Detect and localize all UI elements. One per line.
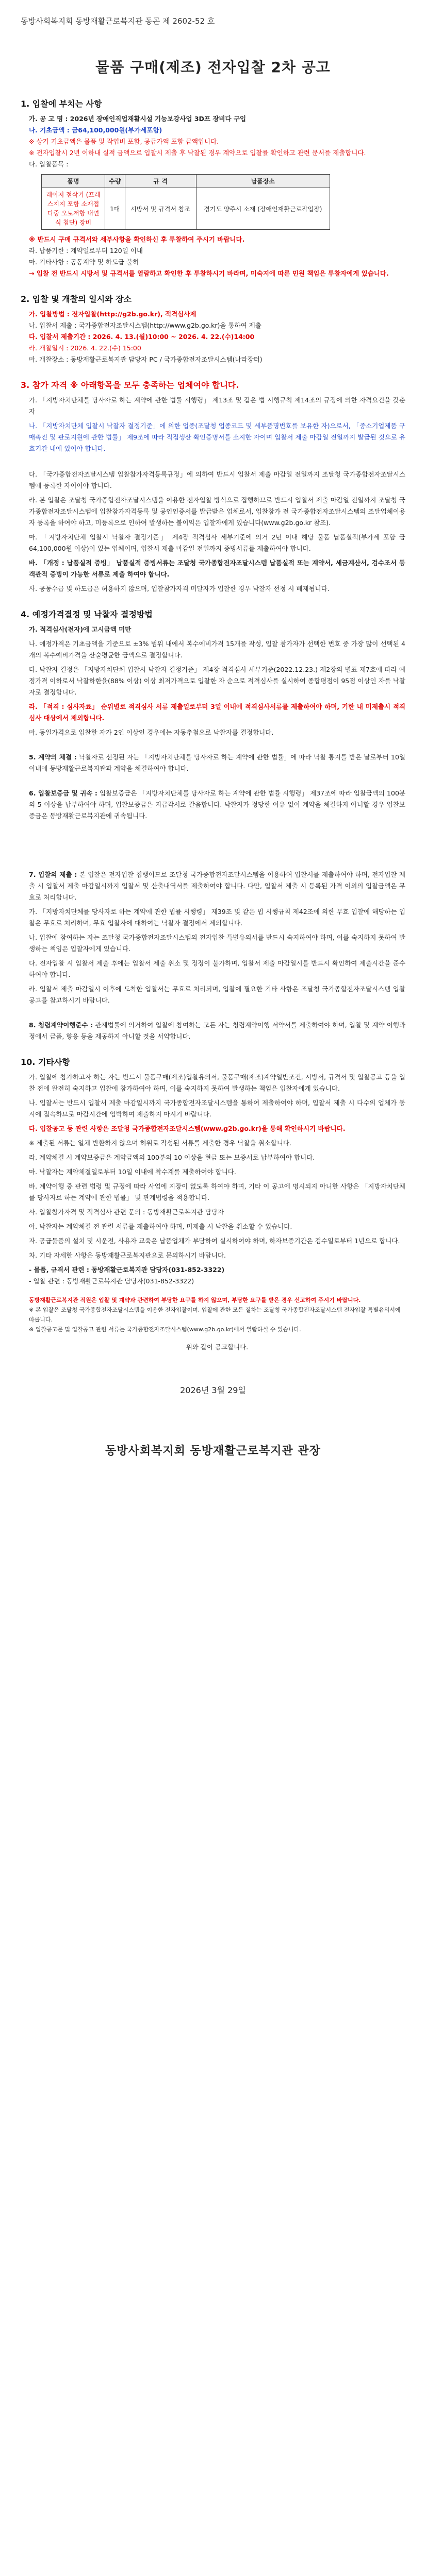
notice-1: 동방재활근로복지관 직원은 입찰 및 계약과 관련하여 부당한 요구를 하지 않으며, 부당한 요구를 받은 경우 신고하여 주시기 바랍니다. (29, 1297, 361, 1303)
s1-line-9: → 입찰 전 반드시 시방서 및 규격서를 열람하고 확인한 후 투찰하시기 바라며, 미숙지에 따른 민원 책임은 투찰자에게 있습니다. (29, 269, 389, 277)
s4-para-2: 다. 낙찰자 결정은 「지방자치단체 입찰시 낙찰자 결정기준」 제4장 적격심사 세부기준(2022.12.23.) 제2장의 별표 제7호에 따라 예정가격 이하로서 낙찰하한율(88% 이상) 이상 최저가격으로 입찰한 자 순으로 적격심사를 실시하여 종합평점이 95점 이상인 자를 낙찰자로 결정합니다. (29, 666, 405, 696)
s10-para-4: ※ 제출된 서류는 일체 반환하지 않으며 허위로 작성된 서류를 제출한 경우 낙찰을 취소합니다. (29, 1139, 291, 1147)
col-place: 납품장소 (196, 175, 330, 188)
s4-line-1: 가. 적격심사(전자)에 고시금액 미만 (29, 625, 132, 633)
s10-para-1: 가. 입찰에 참가하고자 하는 자는 반드시 물품구매(제조)입찰유의서, 물품구매(제조)계약일반조건, 시방서, 규격서 및 입찰공고 등을 입찰 전에 완전히 숙지하고 입찰에 참가하여야 하며, 이를 숙지하지 못하여 발생하는 책임은 입찰자에게 있습니다. (29, 1073, 405, 1092)
s10-para-9: 아. 낙찰자는 계약체결 전 관련 서류를 제출하여야 하며, 미제출 시 낙찰을 취소할 수 있습니다. (29, 1223, 292, 1230)
s7-para-2: 가. 「지방자치단체를 당사자로 하는 계약에 관한 법률 시행령」 제39조 및 같은 법 시행규칙 제42조에 의한 무효 입찰에 해당하는 입찰은 무효로 처리하며, 무효 입찰자에 대하여는 낙찰자 결정에서 제외합니다. (29, 908, 405, 927)
section-10-title: 10. 기타사항 (21, 1057, 70, 1067)
s10-para-6: 마. 낙찰자는 계약체결일로부터 10일 이내에 착수계를 제출하여야 합니다. (29, 1168, 236, 1176)
s10-para-5: 라. 계약체결 시 계약보증금은 계약금액의 100분의 10 이상을 현금 또는 보증서로 납부하여야 합니다. (29, 1154, 315, 1161)
issuer-name: 동방사회복지회 동방재활근로복지관 관장 (105, 1445, 321, 1458)
section-5 (21, 752, 405, 774)
section-6-title: 6. 입찰보증금 및 귀속 : (29, 789, 97, 797)
s10-para-2: 나. 입찰서는 반드시 입찰서 제출 마감일시까지 국가종합전자조달시스템을 통하여 제출하여야 하며, 입찰서 제출 시 다수의 업체가 동시에 접속하므로 마감시간에 임박하여 제출하지 마시기 바랍니다. (29, 1099, 405, 1118)
cell-qty: 1대 (105, 188, 125, 230)
s2-line-2: 나. 입찰서 제출 : 국가종합전자조달시스템(http://www.g2b.go.kr)을 통하여 제출 (29, 321, 261, 329)
notice-3: ※ 입찰공고문 및 입찰공고 관련 서류는 국가종합전자조달시스템(www.g2b.go.kr)에서 열람하실 수 있습니다. (29, 1326, 301, 1333)
s1-line-1-text: 가. 공 고 명 : 2026년 장애인직업재활시설 기능보강사업 3D프 장비다 구입 (29, 115, 247, 123)
s1-line-4: ※ 전자입찰시 2년 이하내 실적 금액으로 입찰시 제출 후 낙찰된 경우 계약으로 입찰률 확인하고 관련 문서를 제출합니다. (29, 149, 366, 157)
s4-para-4: 마. 동일가격으로 입찰한 자가 2인 이상인 경우에는 자동추첨으로 낙찰자를 결정합니다. (29, 728, 274, 736)
s7-para-3: 나. 입찰에 참여하는 자는 조달청 국가종합전자조달시스템의 전자입찰 특별유의서를 반드시 숙지하여야 하며, 이를 숙지하지 못하여 발생하는 책임은 입찰자에게 있습니다. (29, 934, 405, 953)
s7-para-4: 다. 전자입찰 시 입찰서 제출 후에는 입찰서 제출 취소 및 정정이 불가하며, 입찰서 제출 마감일시를 반드시 확인하여 제출시간을 준수하여야 합니다. (29, 959, 405, 978)
section-2-title: 2. 입찰 및 개찰의 일시와 장소 (21, 294, 132, 304)
cell-name: 레이저 절삭기 (프레스지지 포함 소재접 다중 오토저항 내연식 첨단) 장비 (42, 188, 105, 230)
s6-para (29, 788, 405, 822)
col-spec: 규 격 (125, 175, 196, 188)
s2-line-1: 가. 입찰방법 : 전자입찰(http://g2b.go.kr), 적격심사제 (29, 310, 196, 318)
cell-spec: 시방서 및 규격서 참조 (125, 188, 196, 230)
s10-para-7: 바. 계약이행 중 관련 법령 및 규정에 따라 사업에 지장이 없도록 하여야 하며, 기타 이 공고에 명시되지 아니한 사항은 「지방자치단체를 당사자로 하는 계약에 관한 법률」 및 관계법령을 적용합니다. (29, 1182, 405, 1201)
contact-1: - 물품, 규격서 관련 : 동방재활근로복지관 담당자(031-852-3322) (29, 1266, 225, 1274)
s1-line-6: ※ 반드시 구매 규격서와 세부사항을 확인하신 후 투찰하여 주시기 바랍니다. (29, 235, 245, 243)
notice-2: ※ 본 입찰은 조달청 국가종합전자조달시스템을 이용한 전자입찰이며, 입찰에 관한 모든 절차는 조달청 국가종합전자조달시스템 전자입찰 특별유의서에 따릅니다. (29, 1307, 401, 1323)
s8-text: 관계법률에 의거하여 입찰에 참여하는 모든 자는 청렴계약이행 서약서를 제출하여야 하며, 입찰 및 계약 이행과정에서 금품, 향응 등을 제공하지 아니할 것을 서약합니다. (29, 1021, 405, 1040)
section-3-title: 3. 참가 자격 ※ 아래항목을 모두 충족하는 업체여야 합니다. (21, 380, 239, 390)
s3-para-2: 나. 「지방자치단체 입찰시 낙찰자 결정기준」에 의한 업종(조달청 업종코드 및 세부품명번호를 보유한 자)으로서, 「중소기업제품 구매촉진 및 판로지원에 관한 법률」 제9조에 따라 직접생산 확인증명서를 소지한 자이며 입찰서 제출 마감일 전일까지 발급된 것으로 유효기간 내에 있어야 합니다. (29, 422, 405, 452)
page-title: 물품 구매(제조) 전자입찰 2차 공고 (95, 59, 331, 76)
s1-line-2-text: 나. 기초금액 : 금64,100,000원(부가세포함) (29, 126, 162, 134)
s1-line-2 (29, 125, 405, 136)
s3-para-3: 다. 「국가종합전자조달시스템 입찰참가자격등록규정」에 의하여 반드시 입찰서 제출 마감일 전일까지 조달청 국가종합전자조달시스템에 등록한 자이어야 합니다. (29, 470, 405, 489)
s3-para-7: 사. 공동수급 및 하도급은 허용하지 않으며, 입찰참가자격 미달자가 입찰한 경우 낙찰자 선정 시 배제됩니다. (29, 585, 330, 592)
items-table (41, 174, 330, 230)
section-7 (21, 869, 405, 1006)
s5-text: 낙찰자로 선정된 자는 「지방자치단체를 당사자로 하는 계약에 관한 법률」에 따라 낙찰 통지를 받은 날로부터 10일 이내에 동방재활근로복지관과 계약을 체결하여야 합니다. (29, 753, 405, 772)
s1-line-5: 다. 입찰품목 : (29, 160, 69, 168)
section-2 (21, 293, 405, 365)
s7-para-5: 라. 입찰서 제출 마감일시 이후에 도착한 입찰서는 무효로 처리되며, 입찰에 필요한 기타 사항은 조달청 국가종합전자조달시스템 입찰공고를 참고하시기 바랍니다. (29, 985, 405, 1004)
section-8 (21, 1020, 405, 1042)
s8-para (29, 1020, 405, 1042)
col-name: 품명 (42, 175, 105, 188)
s7-para-0 (29, 869, 405, 903)
section-4-title: 4. 예정가격결정 및 낙찰자 결정방법 (21, 609, 153, 619)
contact-2: - 입찰 관련 : 동방재활근로복지관 담당자(031-852-3322) (29, 1277, 194, 1285)
section-7-title: 7. 입찰의 제출 : (29, 871, 77, 878)
s10-para-3: 다. 입찰공고 등 관련 사항은 조달청 국가종합전자조달시스템(www.g2b.go.kr)을 통해 확인하시기 바랍니다. (29, 1125, 346, 1132)
table-row (42, 188, 330, 230)
s10-para-11: 차. 기타 자세한 사항은 동방재활근로복지관으로 문의하시기 바랍니다. (29, 1251, 226, 1259)
cell-place: 경기도 양주시 소재 (장애인재활근로작업장) (196, 188, 330, 230)
notice-document (21, 15, 405, 1458)
col-qty: 수량 (105, 175, 125, 188)
section-3 (21, 379, 405, 595)
s3-para-1: 가. 「지방자치단체를 당사자로 하는 계약에 관한 법률 시행령」 제13조 및 같은 법 시행규칙 제14조의 규정에 의한 자격요건을 갖춘 자 (29, 396, 405, 415)
section-10 (21, 1056, 405, 1353)
s3-para-4: 라. 본 입찰은 조달청 국가종합전자조달시스템을 이용한 전자입찰 방식으로 집행하므로 반드시 입찰서 제출 마감일 전일까지 조달청 국가종합전자조달시스템에 입찰참가자격등록 및 공인인증서를 발급받은 업체로서, 입찰참가 전 국가종합전자조달시스템의 조달업체이용자 등록을 하여야 하고, 미등록으로 인하여 발생하는 불이익은 입찰자에게 있습니다(www.g2b.go.kr 참조). (29, 496, 405, 527)
s10-para-8: 사. 입찰참가자격 및 적격심사 관련 문의 : 동방재활근로복지관 담당자 (29, 1208, 224, 1216)
section-5-title: 5. 계약의 체결 : (29, 753, 77, 761)
section-1-title: 1. 입찰에 부치는 사항 (21, 99, 102, 109)
section-8-title: 8. 청렴계약이행준수 : (29, 1021, 93, 1029)
s5-para (29, 752, 405, 774)
section-1 (21, 97, 405, 279)
s1-line-1 (29, 113, 405, 125)
section-6 (21, 788, 405, 822)
s2-line-3: 다. 입찰서 제출기간 : 2026. 4. 13.(월)10:00 ~ 2026. 4. 22.(수)14:00 (29, 333, 255, 341)
items-table-header (42, 175, 330, 188)
s1-line-7: 라. 납품기한 : 계약일로부터 120일 이내 (29, 247, 143, 255)
s3-para-5: 마. 「지방자치단체 입찰시 낙찰자 결정기준」 제4장 적격심사 세부기준에 의거 2년 이내 해당 물품 납품실적(부가세 포함 금64,100,000원 이상)이 있는 업체이며, 입찰서 제출 마감일 전일까지 증빙서류를 제출하여야 합니다. (29, 533, 405, 552)
s2-line-4: 라. 개찰일시 : 2026. 4. 22.(수) 15:00 (29, 344, 141, 352)
s1-line-3: ※ 상기 기초금액은 물품 및 작업비 포함, 공급가액 포함 금액입니다. (29, 138, 219, 145)
s2-line-5: 마. 개찰장소 : 동방재활근로복지관 담당자 PC / 국가종합전자조달시스템(나라장터) (29, 355, 263, 363)
s4-para-3: 라. 「적격 : 심사자료」 순위별로 적격심사 서류 제출일로부터 3일 이내에 적격심사서류를 제출하여야 하며, 기한 내 미제출시 적격심사 대상에서 제외합니다. (29, 703, 405, 722)
s1-line-8: 마. 기타사항 : 공동계약 및 하도급 불허 (29, 258, 139, 266)
s3-para-6: 바. 「개정 : 납품실적 증빙」 납품실적 증빙서류는 조달청 국가종합전자조달시스템 납품실적 또는 계약서, 세금계산서, 검수조서 등 객관적 증빙이 가능한 서류로 제출 하여야 합니다. (29, 559, 405, 578)
notice-number: 동방사회복지회 동방재활근로복지관 동곤 제 2602-52 호 (21, 16, 215, 26)
closing-text: 위와 같이 공고합니다. (186, 1343, 249, 1351)
s7-text: 본 입찰은 전자입찰 집행이므로 조달청 국가종합전자조달시스템을 이용하여 입찰서를 제출하여야 하며, 전자입찰 제출 시 입찰서 제출 마감일시까지 입찰서 및 산출내역서를 제출하여야 합니다. 다만, 입찰서 제출 시 등록된 가격 이외의 입찰금액은 무효로 처리합니다. (29, 871, 405, 901)
section-4 (21, 608, 405, 738)
notice-date: 2026년 3월 29일 (180, 1385, 246, 1395)
s6-text: 입찰보증금은 「지방자치단체를 당사자로 하는 계약에 관한 법률 시행령」 제37조에 따라 입찰금액의 100분의 5 이상을 납부하여야 하며, 입찰보증금은 지급각서로 갈음합니다. 낙찰자가 정당한 이유 없이 계약을 체결하지 아니할 경우 입찰보증금은 동방재활근로복지관에 귀속됩니다. (29, 789, 405, 820)
s10-para-10: 자. 공급물품의 설치 및 시운전, 사용자 교육은 납품업체가 부담하여 실시하여야 하며, 하자보증기간은 검수일로부터 1년으로 합니다. (29, 1237, 400, 1245)
s4-para-1: 나. 예정가격은 기초금액을 기준으로 ±3% 범위 내에서 복수예비가격 15개를 작성, 입찰 참가자가 선택한 번호 중 가장 많이 선택된 4개의 복수예비가격을 산술평균한 금액으로 결정합니다. (29, 640, 405, 659)
